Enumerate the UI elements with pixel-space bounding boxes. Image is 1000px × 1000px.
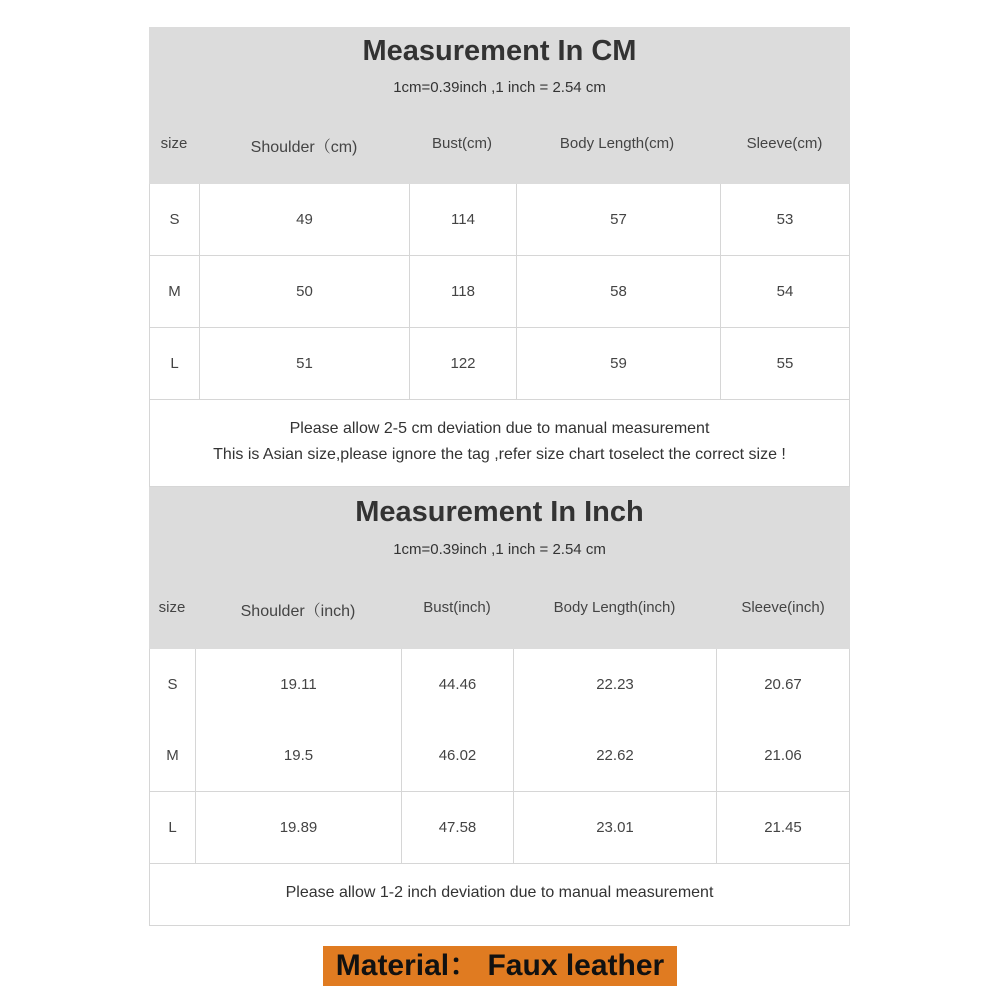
size-cell: M: [150, 720, 196, 791]
cm-size-chart: [149, 27, 850, 487]
inch-header-sleeve: Sleeve(inch): [741, 599, 825, 616]
size-cell: L: [150, 328, 200, 399]
cm-deviation-note: [149, 400, 850, 487]
shoulder-cell: 49: [200, 184, 410, 255]
sleeve-cell: 21.45: [764, 819, 802, 836]
size-cell: L: [150, 792, 196, 863]
inch-header-size: size: [158, 599, 186, 616]
inch-header-body-length: Body Length(inch): [553, 599, 676, 616]
inch-conversion-note: 1cm=0.39inch ,1 inch = 2.54 cm: [393, 541, 606, 558]
table-row: [149, 328, 850, 400]
table-row: [149, 720, 850, 792]
size-cell: S: [150, 184, 200, 255]
table-row: [149, 792, 850, 864]
cm-header-bust: Bust(cm): [432, 135, 492, 152]
size-cell: S: [150, 649, 196, 720]
table-row: [149, 649, 850, 721]
shoulder-cell: 51: [200, 328, 410, 399]
body-length-cell: 23.01: [514, 792, 717, 863]
shoulder-cell: 50: [200, 256, 410, 327]
cm-conversion-note: 1cm=0.39inch ,1 inch = 2.54 cm: [393, 79, 606, 96]
cm-note-line-1: Please allow 2-5 cm deviation due to manual measurement: [289, 420, 710, 437]
shoulder-cell: 19.89: [196, 792, 402, 863]
body-length-cell: 22.62: [514, 720, 717, 791]
cm-header-sleeve: Sleeve(cm): [746, 135, 823, 152]
sleeve-cell: 20.67: [764, 676, 802, 693]
bust-cell: 46.02: [402, 720, 514, 791]
cm-header-shoulder: Shoulder（cm): [250, 139, 358, 156]
bust-cell: 122: [410, 328, 517, 399]
table-row: [149, 256, 850, 328]
cm-header: [149, 27, 850, 184]
inch-size-chart: [149, 487, 850, 927]
material-banner: Material： Faux leather: [323, 946, 677, 986]
sleeve-cell: 54: [776, 283, 794, 300]
sleeve-cell: 55: [776, 355, 794, 372]
body-length-cell: 57: [517, 184, 721, 255]
inch-header-bust: Bust(inch): [423, 599, 491, 616]
inch-note-line-1: Please allow 1-2 inch deviation due to manual measurement: [285, 884, 714, 901]
sleeve-cell: 53: [776, 211, 794, 228]
body-length-cell: 59: [517, 328, 721, 399]
size-cell: M: [150, 256, 200, 327]
table-row: [149, 184, 850, 256]
cm-header-size: size: [160, 135, 188, 152]
cm-title: Measurement In CM: [362, 35, 637, 67]
bust-cell: 118: [410, 256, 517, 327]
inch-deviation-note: [149, 864, 850, 926]
bust-cell: 47.58: [402, 792, 514, 863]
bust-cell: 44.46: [402, 649, 514, 720]
cm-note-line-2: This is Asian size,please ignore the tag ,refer size chart toselect the correct size !: [213, 446, 786, 463]
inch-header-shoulder: Shoulder（inch): [240, 603, 356, 620]
inch-title: Measurement In Inch: [355, 496, 644, 528]
shoulder-cell: 19.11: [196, 649, 402, 720]
sleeve-cell: 21.06: [764, 747, 802, 764]
cm-header-body-length: Body Length(cm): [559, 135, 675, 152]
body-length-cell: 22.23: [514, 649, 717, 720]
shoulder-cell: 19.5: [196, 720, 402, 791]
inch-header: [149, 487, 850, 649]
bust-cell: 114: [410, 184, 517, 255]
body-length-cell: 58: [517, 256, 721, 327]
